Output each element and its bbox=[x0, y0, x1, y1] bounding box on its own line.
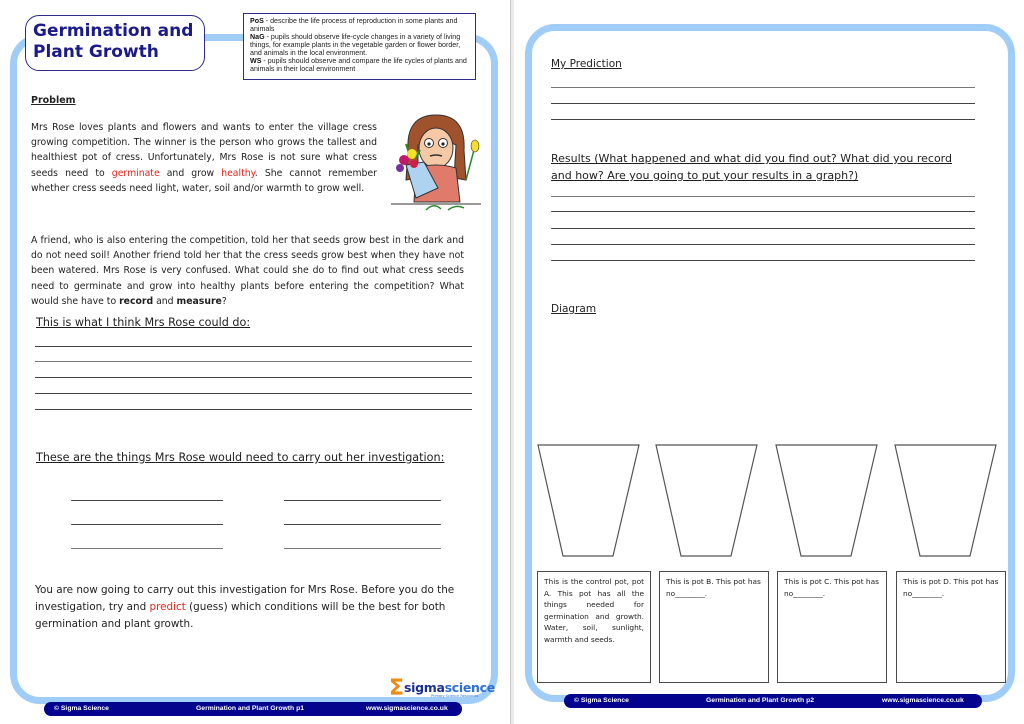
problem-heading: Problem bbox=[31, 95, 76, 106]
item-line[interactable] bbox=[284, 548, 441, 549]
pot-c-label-box[interactable]: This is pot C. This pot has no________. bbox=[777, 571, 887, 683]
item-line[interactable] bbox=[71, 500, 223, 501]
keyword-healthy: healthy bbox=[221, 167, 255, 179]
pot-d-label-box[interactable]: This is pot D. This pot has no________. bbox=[896, 571, 1006, 683]
results-heading: Results (What happened and what did you find out? What did you record and how? Are you going to put your results in a graph?) bbox=[551, 152, 952, 182]
footer-copyright: © Sigma Science bbox=[54, 705, 109, 712]
pot-a-label-box[interactable]: This is the control pot, pot A. This pot has all the things needed for germination and growth. Water, soil, sunlight, warmth and seeds. bbox=[537, 571, 651, 683]
footer-page-title: Germination and Plant Growth p1 bbox=[196, 705, 305, 712]
prediction-instructions: You are now going to carry out this investigation for Mrs Rose. Before you do the investigation, try and predict (guess) which conditions will be the best for both germination and plant growth. bbox=[35, 584, 455, 630]
answer-line[interactable] bbox=[35, 409, 472, 410]
item-line[interactable] bbox=[284, 524, 441, 525]
worksheet-page-1 bbox=[0, 0, 510, 724]
pot-b-outline bbox=[655, 444, 759, 558]
could-do-heading: This is what I think Mrs Rose could do: bbox=[36, 316, 251, 329]
answer-line[interactable] bbox=[35, 361, 472, 362]
footer-website: www.sigmascience.co.uk bbox=[882, 697, 964, 704]
item-line[interactable] bbox=[284, 500, 441, 501]
prediction-heading: My Prediction bbox=[551, 58, 622, 70]
title-box bbox=[25, 15, 205, 71]
diagram-heading: Diagram bbox=[551, 303, 597, 315]
footer-bar bbox=[564, 694, 982, 708]
keyword-measure: measure bbox=[176, 295, 222, 307]
results-line[interactable] bbox=[551, 196, 975, 197]
results-line[interactable] bbox=[551, 244, 975, 245]
prediction-line[interactable] bbox=[551, 119, 975, 120]
problem-paragraph-1: Mrs Rose loves plants and flowers and wants to enter the village cress growing competition. The winner is the person who grows the tallest and healthiest pot of cress. Unfortunately, Mrs Rose is not sure what cress seeds need to germinate and grow healthy. She cannot remember whether cress seeds need light, water, soil and/or warmth to grow well. bbox=[31, 122, 378, 194]
title-line-2: Plant Growth bbox=[33, 42, 159, 62]
curriculum-ws: WS - pupils should observe and compare the life cycles of plants and animals in their local environment bbox=[250, 57, 467, 73]
pot-c-outline bbox=[775, 444, 879, 558]
curriculum-pos: PoS - describe the life process of reproduction in some plants and animals bbox=[250, 17, 458, 33]
keyword-record: record bbox=[119, 295, 154, 307]
sigma-icon: Σ bbox=[389, 676, 405, 701]
answer-line[interactable] bbox=[35, 346, 472, 347]
answer-line[interactable] bbox=[35, 393, 472, 394]
item-line[interactable] bbox=[71, 548, 223, 549]
keyword-predict: predict bbox=[149, 601, 186, 613]
prediction-line[interactable] bbox=[551, 103, 975, 104]
sigma-science-logo: Σ sigmascience Primary Science Resources bbox=[389, 676, 495, 701]
footer-website: www.sigmascience.co.uk bbox=[366, 705, 448, 712]
things-needed-heading: These are the things Mrs Rose would need to carry out her investigation: bbox=[36, 451, 445, 464]
curriculum-nag: NaG - pupils should observe life-cycle changes in a variety of living things, for example plants in the vegetable garden or flower border, and animals in the local environment. bbox=[250, 33, 461, 57]
results-line[interactable] bbox=[551, 260, 975, 261]
title-line-1: Germination and bbox=[33, 21, 194, 41]
results-line[interactable] bbox=[551, 228, 975, 229]
prediction-line[interactable] bbox=[551, 87, 975, 88]
keyword-germinate: germinate bbox=[111, 167, 160, 179]
pot-b-label-box[interactable]: This is pot B. This pot has no________. bbox=[659, 571, 769, 683]
footer-bar bbox=[44, 702, 462, 716]
mrs-rose-illustration bbox=[386, 110, 486, 215]
answer-line[interactable] bbox=[35, 377, 472, 378]
item-line[interactable] bbox=[71, 524, 223, 525]
problem-paragraph-2: A friend, who is also entering the competition, told her that seeds grow best in the dark and do not need soil! Another friend told her that the cress seeds grow best when they have not been watered. Mrs Rose is very confused. What could she do to find out what cress seeds need to germinate and grow into healthy plants before entering the competition? What would she have to record and measure? bbox=[31, 235, 464, 307]
worksheet-page-2 bbox=[514, 0, 1024, 724]
curriculum-box bbox=[243, 13, 476, 80]
footer-copyright: © Sigma Science bbox=[574, 697, 629, 704]
footer-page-title: Germination and Plant Growth p2 bbox=[706, 697, 815, 704]
results-line[interactable] bbox=[551, 211, 975, 212]
pot-d-outline bbox=[894, 444, 998, 558]
pot-a-outline bbox=[537, 444, 641, 558]
